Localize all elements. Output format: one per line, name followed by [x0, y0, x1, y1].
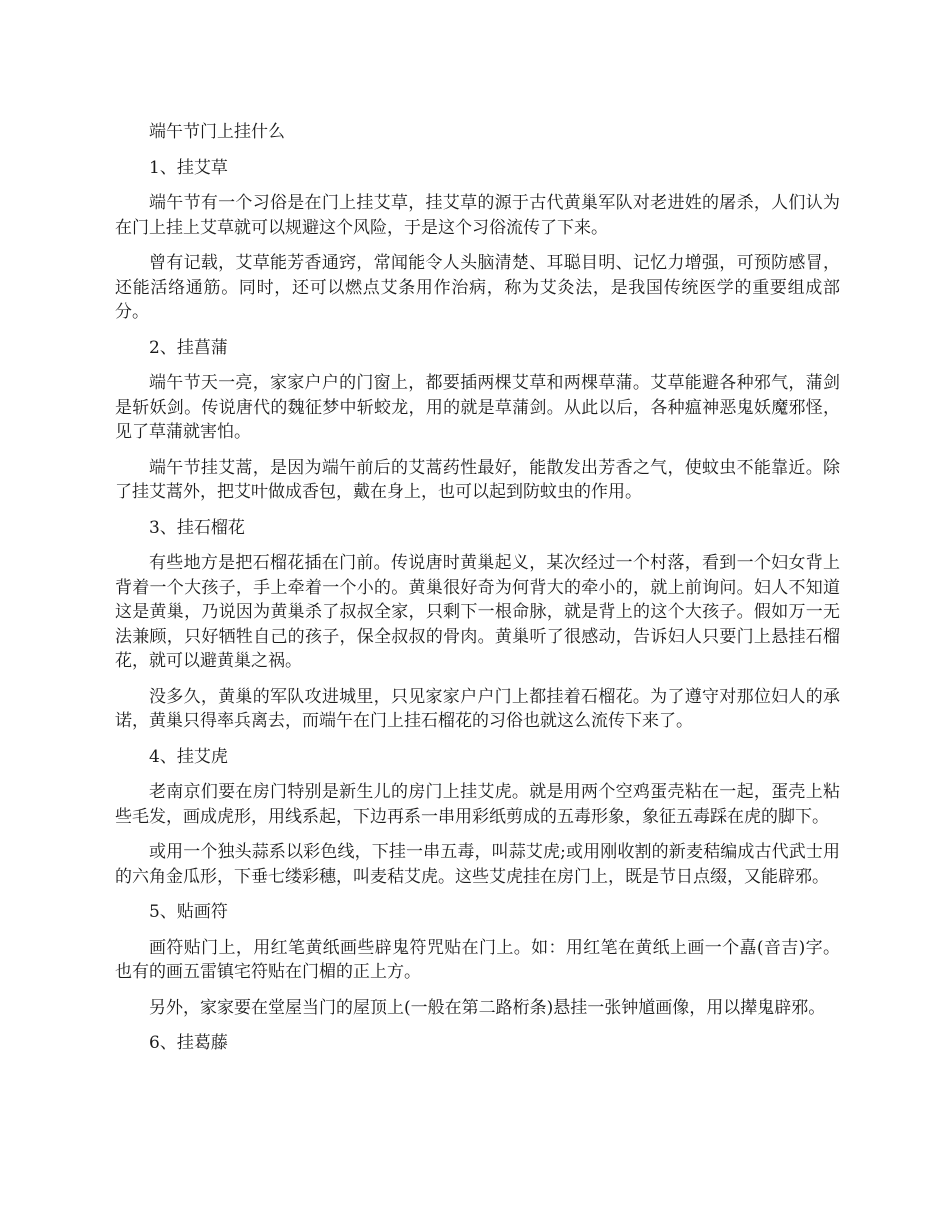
document-title: 端午节门上挂什么	[149, 122, 285, 142]
paragraph: 没多久，黄巢的军队攻进城里，只见家家户户门上都挂着石榴花。为了遵守对那位妇人的承诺，黄巢只得率兵离去，而端午在门上挂石榴花的习俗也就这么流传下来了。	[115, 686, 840, 731]
paragraph: 画符贴门上，用红笔黄纸画些辟鬼符咒贴在门上。如：用红笔在黄纸上画一个嚞(音吉)字。也有的画五雷镇宅符贴在门楣的正上方。	[115, 937, 840, 982]
paragraph: 曾有记载，艾草能芳香通窍，常闻能令人头脑清楚、耳聪目明、记忆力增强，可预防感冒，还能活络通筋。同时，还可以燃点艾条用作治病，称为艾灸法，是我国传统医学的重要组成部分。	[115, 253, 840, 322]
section-heading: 5、贴画符	[149, 902, 228, 922]
paragraph: 老南京们要在房门特别是新生儿的房门上挂艾虎。就是用两个空鸡蛋壳粘在一起，蛋壳上粘些毛发，画成虎形，用线系起，下边再系一串用彩纸剪成的五毒形象，象征五毒踩在虎的脚下。	[115, 782, 840, 827]
section-heading: 1、挂艾草	[149, 157, 228, 178]
paragraph: 端午节有一个习俗是在门上挂艾草，挂艾草的源于古代黄巢军队对老进姓的屠杀，人们认为在门上挂上艾草就可以规避这个风险，于是这个习俗流传了下来。	[115, 193, 840, 238]
section-heading: 3、挂石榴花	[149, 517, 245, 538]
section-heading: 2、挂菖蒲	[149, 337, 228, 358]
paragraph: 另外，家家要在堂屋当门的屋顶上(一般在第二路桁条)悬挂一张钟馗画像，用以撵鬼辟邪。	[149, 997, 826, 1018]
paragraph: 端午节挂艾蒿，是因为端午前后的艾蒿药性最好，能散发出芳香之气，使蚊虫不能靠近。除了挂艾蒿外，把艾叶做成香包，戴在身上，也可以起到防蚊虫的作用。	[115, 457, 840, 502]
paragraph: 或用一个独头蒜系以彩色线，下挂一串五毒，叫蒜艾虎;或用刚收割的新麦秸编成古代武士用的六角金瓜形，下垂七缕彩穗，叫麦秸艾虎。这些艾虎挂在房门上，既是节日点缀，又能辟邪。	[115, 842, 840, 887]
section-heading: 4、挂艾虎	[149, 746, 228, 767]
paragraph: 有些地方是把石榴花插在门前。传说唐时黄巢起义，某次经过一个村落，看到一个妇女背上背着一个大孩子，手上牵着一个小的。黄巢很好奇为何背大的牵小的，就上前询问。妇人不知道这是黄巢，乃说因为黄巢杀了叔叔全家，只剩下一根命脉，就是背上的这个大孩子。假如万一无法兼顾，只好牺牲自己的孩子，保全叔叔的骨肉。黄巢听了很感动，告诉妇人只要门上悬挂石榴花，就可以避黄巢之祸。	[115, 553, 840, 671]
section-heading: 6、挂葛藤	[149, 1033, 228, 1053]
paragraph: 端午节天一亮，家家户户的门窗上，都要插两棵艾草和两棵草蒲。艾草能避各种邪气，蒲剑是斩妖剑。传说唐代的魏征梦中斩蛟龙，用的就是草蒲剑。从此以后，各种瘟神恶鬼妖魔邪怪，见了草蒲就害怕。	[115, 373, 840, 442]
document-page	[115, 120, 840, 1067]
